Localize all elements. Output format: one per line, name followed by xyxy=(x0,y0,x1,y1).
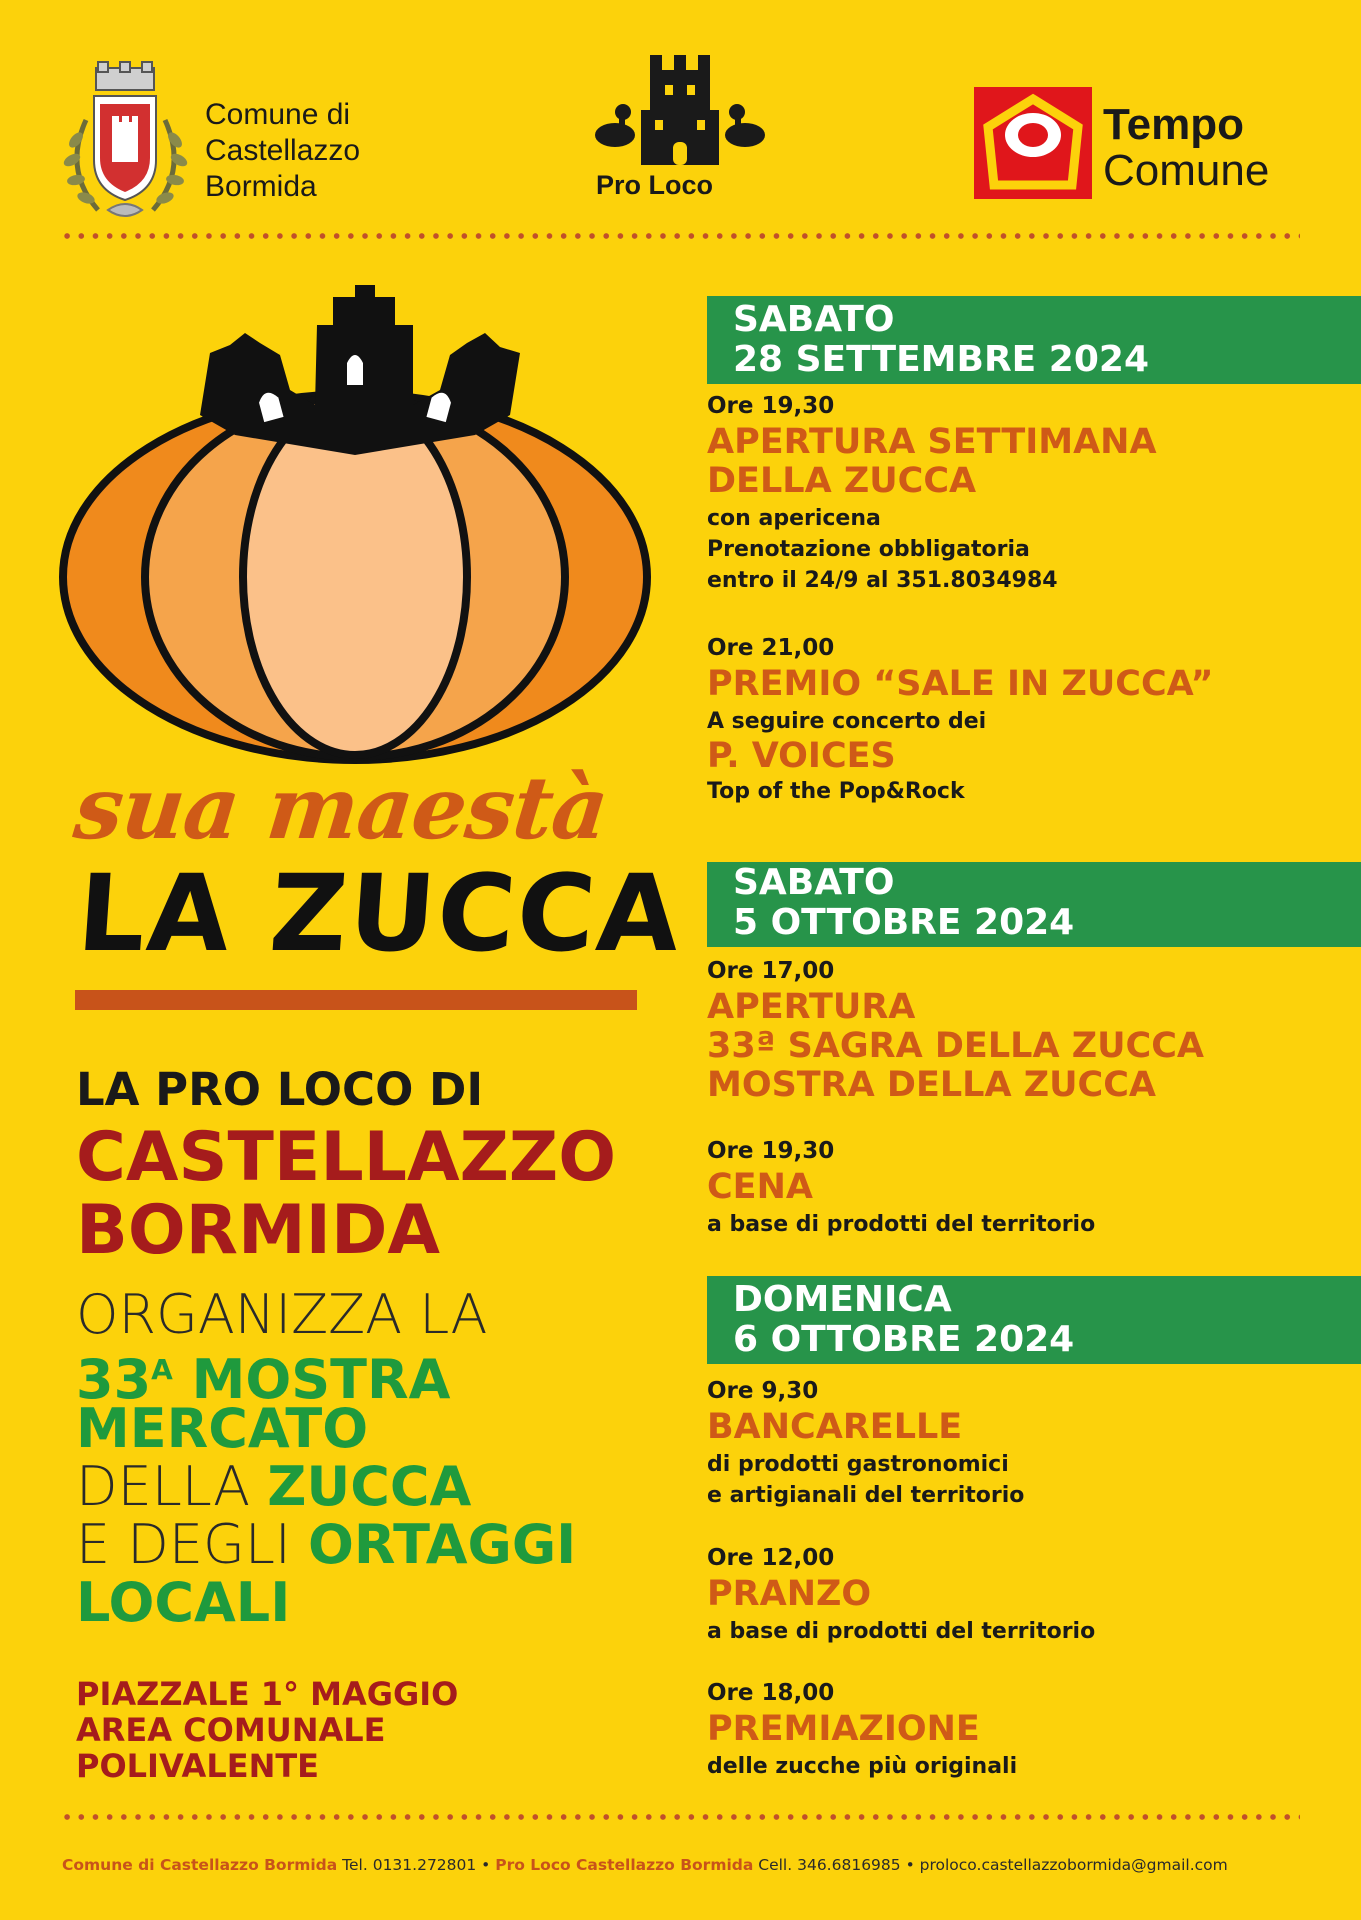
comune-line-2: Castellazzo xyxy=(205,134,361,167)
della-zucca-line xyxy=(76,1455,472,1518)
mercato-line: MERCATO xyxy=(76,1397,369,1460)
day-2-date: 5 OTTOBRE 2024 xyxy=(733,902,1075,943)
mostra-ordinal: A xyxy=(151,1353,173,1386)
event-desc-line: delle zucche più originali xyxy=(707,1754,1018,1779)
footer-comune-tel: Tel. 0131.272801 • xyxy=(337,1856,496,1874)
day-1-name: SABATO xyxy=(733,299,895,340)
comune-word: Comune xyxy=(1103,146,1270,195)
day-3-name: DOMENICA xyxy=(733,1279,952,1320)
zucca-word: ZUCCA xyxy=(267,1455,472,1518)
event-performer: P. VOICES xyxy=(707,736,896,776)
day-2-event-2 xyxy=(707,1138,1095,1240)
tempo-comune-wordmark xyxy=(1103,100,1270,195)
event-time: Ore 21,00 xyxy=(707,635,835,661)
event-time: Ore 17,00 xyxy=(707,958,835,984)
day-1-event-2 xyxy=(707,635,1214,807)
day-3-event-3 xyxy=(707,1680,1017,1782)
footer-contacts xyxy=(62,1856,1228,1874)
day-1-date: 28 SETTEMBRE 2024 xyxy=(733,339,1149,380)
event-title-line: PREMIAZIONE xyxy=(707,1709,980,1749)
event-time: Ore 9,30 xyxy=(707,1378,819,1404)
event-time: Ore 18,00 xyxy=(707,1680,835,1706)
event-desc-line: e artigianali del territorio xyxy=(707,1483,1025,1508)
edegli-word: E DEGLI xyxy=(76,1513,309,1576)
organizer-town-line-2: BORMIDA xyxy=(76,1191,441,1270)
venue-block xyxy=(76,1676,458,1784)
venue-line-2: AREA COMUNALE xyxy=(76,1711,386,1749)
event-title-line: APERTURA SETTIMANA xyxy=(707,422,1157,462)
comune-name xyxy=(205,97,360,205)
event-title-line: BANCARELLE xyxy=(707,1407,963,1447)
day-3-event-1 xyxy=(707,1378,1024,1511)
day-band-1 xyxy=(707,296,1361,384)
event-desc-line: entro il 24/9 al 351.8034984 xyxy=(707,568,1058,593)
proloco-tower-logo xyxy=(585,50,775,165)
event-desc-line: di prodotti gastronomici xyxy=(707,1452,1009,1477)
comune-line-1: Comune di xyxy=(205,98,351,131)
day-band-3 xyxy=(707,1276,1361,1364)
comune-crest-logo xyxy=(58,60,193,225)
organizza-line: ORGANIZZA LA xyxy=(76,1283,488,1346)
event-time: Ore 19,30 xyxy=(707,1138,835,1164)
locali-line: LOCALI xyxy=(76,1571,291,1634)
ortaggi-word: ORTAGGI xyxy=(308,1513,577,1576)
comune-line-3: Bormida xyxy=(205,170,317,203)
top-dotted-divider xyxy=(60,233,1300,239)
day-band-2 xyxy=(707,862,1361,947)
event-time: Ore 19,30 xyxy=(707,393,835,419)
event-desc-line: a base di prodotti del territorio xyxy=(707,1212,1096,1237)
event-time: Ore 12,00 xyxy=(707,1545,835,1571)
ortaggi-line xyxy=(76,1513,577,1576)
footer-proloco-contacts: Cell. 346.6816985 • proloco.castellazzobormida@gmail.com xyxy=(753,1856,1228,1874)
tempo-word: Tempo xyxy=(1103,100,1244,149)
event-title-line: MOSTRA DELLA ZUCCA xyxy=(707,1065,1156,1105)
event-desc-line: Prenotazione obbligatoria xyxy=(707,537,1030,562)
day-2-name: SABATO xyxy=(733,862,895,903)
mostra-word: MOSTRA xyxy=(172,1348,451,1411)
event-title-line: APERTURA xyxy=(707,987,916,1027)
hero-underline xyxy=(75,990,637,1010)
event-title-line: 33ª SAGRA DELLA ZUCCA xyxy=(707,1026,1204,1066)
event-title-line: DELLA ZUCCA xyxy=(707,461,977,501)
hero-title: LA ZUCCA xyxy=(73,852,686,975)
proloco-label: Pro Loco xyxy=(596,170,714,200)
event-title-line: CENA xyxy=(707,1167,813,1207)
venue-line-1: PIAZZALE 1° MAGGIO xyxy=(76,1675,459,1713)
event-performer-desc: Top of the Pop&Rock xyxy=(707,779,965,804)
day-2-event-1 xyxy=(707,958,1204,1105)
event-title-line: PRANZO xyxy=(707,1574,872,1614)
tempo-comune-logo xyxy=(974,87,1092,199)
venue-line-3: POLIVALENTE xyxy=(76,1747,320,1785)
footer-comune: Comune di Castellazzo Bormida xyxy=(62,1856,338,1874)
della-word: DELLA xyxy=(76,1455,268,1518)
footer-proloco: Pro Loco Castellazzo Bormida xyxy=(495,1856,754,1874)
bottom-dotted-divider xyxy=(60,1814,1300,1820)
day-3-date: 6 OTTOBRE 2024 xyxy=(733,1319,1075,1360)
event-desc-line: A seguire concerto dei xyxy=(707,709,987,734)
organizer-town-line-1: CASTELLAZZO xyxy=(76,1118,617,1197)
organizer-intro: LA PRO LOCO DI xyxy=(76,1063,484,1116)
event-title-line: PREMIO “SALE IN ZUCCA” xyxy=(707,664,1214,704)
event-desc-line: con apericena xyxy=(707,506,881,531)
pumpkin-castle-illustration xyxy=(55,285,655,765)
mostra-number: 33 xyxy=(76,1348,152,1411)
hero-script-line: sua maestà xyxy=(69,758,613,859)
event-desc-line: a base di prodotti del territorio xyxy=(707,1619,1096,1644)
day-3-event-2 xyxy=(707,1545,1095,1647)
day-1-event-1 xyxy=(707,393,1157,596)
